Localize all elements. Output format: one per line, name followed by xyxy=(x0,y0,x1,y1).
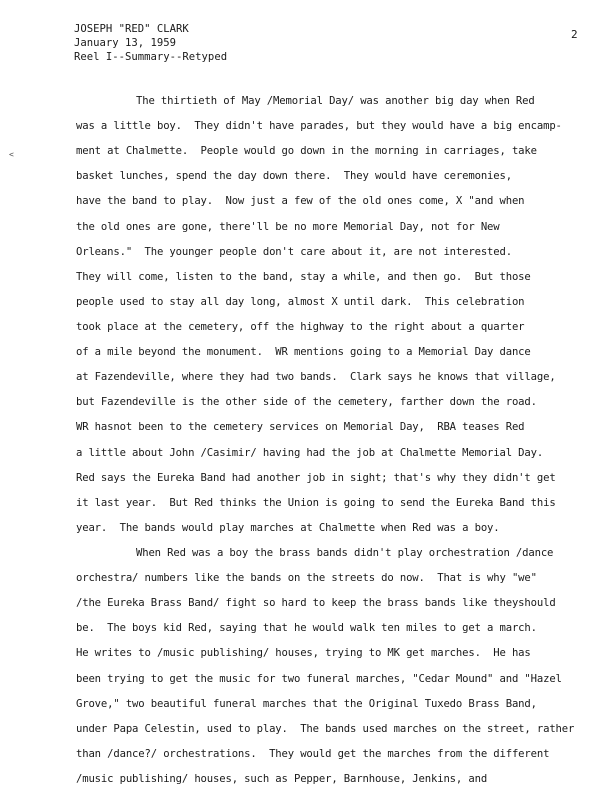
text-line: took place at the cemetery, off the highway to the right about a quarter xyxy=(76,321,525,333)
text-line: Red says the Eureka Band had another job in sight; that's why they didn't get xyxy=(76,471,556,484)
text-line: /the Eureka Brass Band/ fight so hard to keep the brass bands like theyshould xyxy=(76,597,556,610)
text-line: than /dance?/ orchestrations. They would get the marches from the different xyxy=(76,747,550,760)
margin-mark: < xyxy=(9,150,14,159)
text-line: year. The bands would play marches at Chalmette when Red was a boy. xyxy=(76,521,500,534)
text-line: He writes to /music publishing/ houses, trying to MK get marches. He has xyxy=(76,647,531,660)
interview-date: January 13, 1959 xyxy=(74,37,177,49)
text-line: a little about John /Casimir/ having had the job at Chalmette Memorial Day. xyxy=(76,446,544,459)
text-line: under Papa Celestin, used to play. The bands used marches on the street, rather xyxy=(76,722,575,735)
text-line: WR hasnot been to the cemetery services on Memorial Day, RBA teases Red xyxy=(76,421,525,434)
text-line: basket lunches, spend the day down there. They would have ceremonies, xyxy=(76,170,512,183)
text-line: people used to stay all day long, almost X until dark. This celebration xyxy=(76,295,525,308)
interviewee-name: JOSEPH "RED" CLARK xyxy=(74,23,189,35)
page-number: 2 xyxy=(571,28,578,41)
text-line: have the band to play. Now just a few of the old ones come, X "and when xyxy=(76,195,525,208)
text-line: but Fazendeville is the other side of the cemetery, farther down the road. xyxy=(76,396,537,409)
text-line: Orleans." The younger people don't care about it, are not interested. xyxy=(76,245,512,258)
text-line: was a little boy. They didn't have parades, but they would have a big encamp- xyxy=(76,120,562,133)
text-line: been trying to get the music for two funeral marches, "Cedar Mound" and "Hazel xyxy=(76,672,562,685)
text-line: When Red was a boy the brass bands didn't play orchestration /dance xyxy=(136,547,554,559)
document-header xyxy=(74,22,227,64)
text-line: the old ones are gone, there'll be no more Memorial Day, not for New xyxy=(76,220,500,233)
text-line: of a mile beyond the monument. WR mentions going to a Memorial Day dance xyxy=(76,346,531,359)
text-line: /music publishing/ houses, such as Pepper, Barnhouse, Jenkins, and xyxy=(76,773,488,785)
text-line: be. The boys kid Red, saying that he would walk ten miles to get a march. xyxy=(76,622,537,635)
text-line: ment at Chalmette. People would go down in the morning in carriages, take xyxy=(76,145,537,158)
text-line: They will come, listen to the band, stay a while, and then go. But those xyxy=(76,270,531,283)
text-line: Grove," two beautiful funeral marches that the Original Tuxedo Brass Band, xyxy=(76,697,537,710)
text-line: orchestra/ numbers like the bands on the streets do now. That is why "we" xyxy=(76,572,537,585)
reel-label: Reel I--Summary--Retyped xyxy=(74,51,228,63)
text-line: it last year. But Red thinks the Union is going to send the Eureka Band this xyxy=(76,496,556,509)
text-line: The thirtieth of May /Memorial Day/ was another big day when Red xyxy=(136,95,535,107)
text-line: at Fazendeville, where they had two bands. Clark says he knows that village, xyxy=(76,371,556,384)
